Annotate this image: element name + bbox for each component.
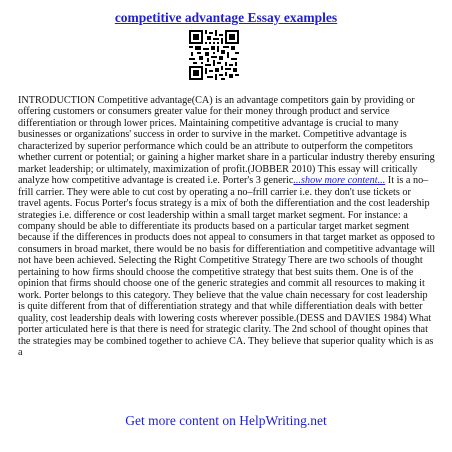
- title-link[interactable]: competitive advantage Essay examples: [114, 10, 338, 25]
- essay-excerpt: [18, 95, 436, 358]
- essay-text-part-2: It is a no–frill carrier. They were able to cut cost by operating a no–frill carrier i.e. they don't use tickets or travel agents. Focus Porter's focus strategy is a mix of both the differentiation and the cost leadership strategies i.e. difference or cost leadership within a small target market segment. For instance: a company should be able to differentiate its products based on a particular target market segment because if the differences in products does not appeal to consumers in that target market as opposed to consumers in broad market, there would be no basis for differentiation and competitive advantage will not have been achieved. Selecting the Right Competitive Strategy There are two schools of thought pertaining to how firms should choose the competitive strategy that best suits them. One is of the opinion that firms should choose one of the generic strategies and commit all resources to making it work. Porter belongs to this category. They believe that the value chain necessary for cost leadership is quite different from that of differentiation strategy and that while differentiation deals with better quality, cost leadership deals with lowering costs wherever possible.(DESS and DAVIES 1984) What porter articulated here is that there is need for strategic clarity. The 2nd school of thought opines that the strategies may be combined together to achieve CA. They believe that superior quality which is as a: [18, 175, 436, 358]
- document-title: [0, 10, 452, 26]
- footer: [0, 413, 452, 429]
- show-more-link[interactable]: ...show more content...: [293, 175, 386, 187]
- qr-code-icon: [189, 30, 239, 80]
- helpwriting-link[interactable]: Get more content on HelpWriting.net: [125, 413, 327, 428]
- essay-text-part-1: INTRODUCTION Competitive advantage(CA) is an advantage competitors gain by providing or offering customers or consumers greater value for their money through product and service differentiation or through lower prices. Maintaining competitive advantage is crucial to many businesses or organizations' success in order to survive in the market. Competitive advantage is characterized by superior performance which could be an attribute to outperform the competitors whether current or potential; or gaining a higher market share in a particular industry thereby ensuring market leadership; or ultimately, maximization of profit.(JOBBER 2010) This essay will critically analyze how competitive advantage is created i.e. Porter's 3 generic: [18, 95, 435, 187]
